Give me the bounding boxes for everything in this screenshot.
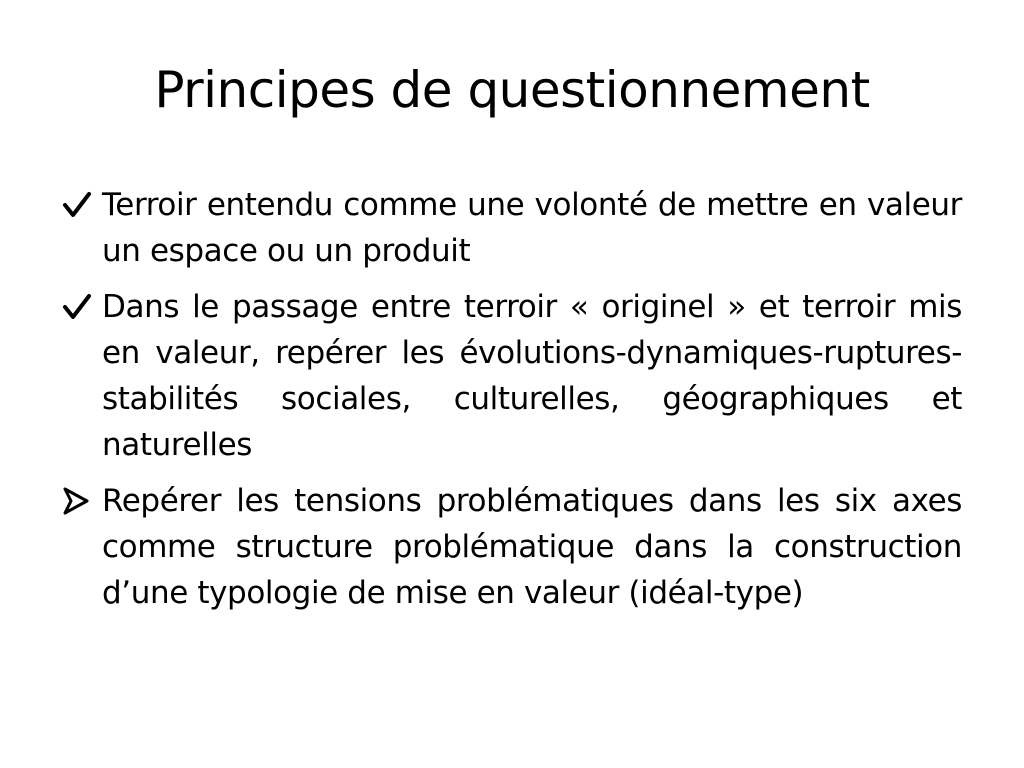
checkmark-icon (62, 284, 98, 330)
checkmark-icon (62, 182, 98, 228)
bullet-text: Dans le passage entre terroir « originel » et terroir mis en valeur, repérer les évolutions-dynamiques-ruptures-stabilités sociales, culturelles, géographiques et naturelles (102, 289, 962, 463)
bullet-item (62, 182, 962, 274)
bullet-item (62, 284, 962, 468)
bullet-item (62, 478, 962, 616)
arrowhead-icon (62, 478, 98, 524)
bullet-text: Terroir entendu comme une volonté de mettre en valeur un espace ou un produit (102, 187, 962, 269)
bullet-text: Repérer les tensions problématiques dans les six axes comme structure problématique dans la construction d’une typologie de mise en valeur (idéal-type) (102, 483, 962, 611)
bullet-list (62, 182, 962, 626)
slide-title: Principes de questionnement (154, 61, 870, 119)
